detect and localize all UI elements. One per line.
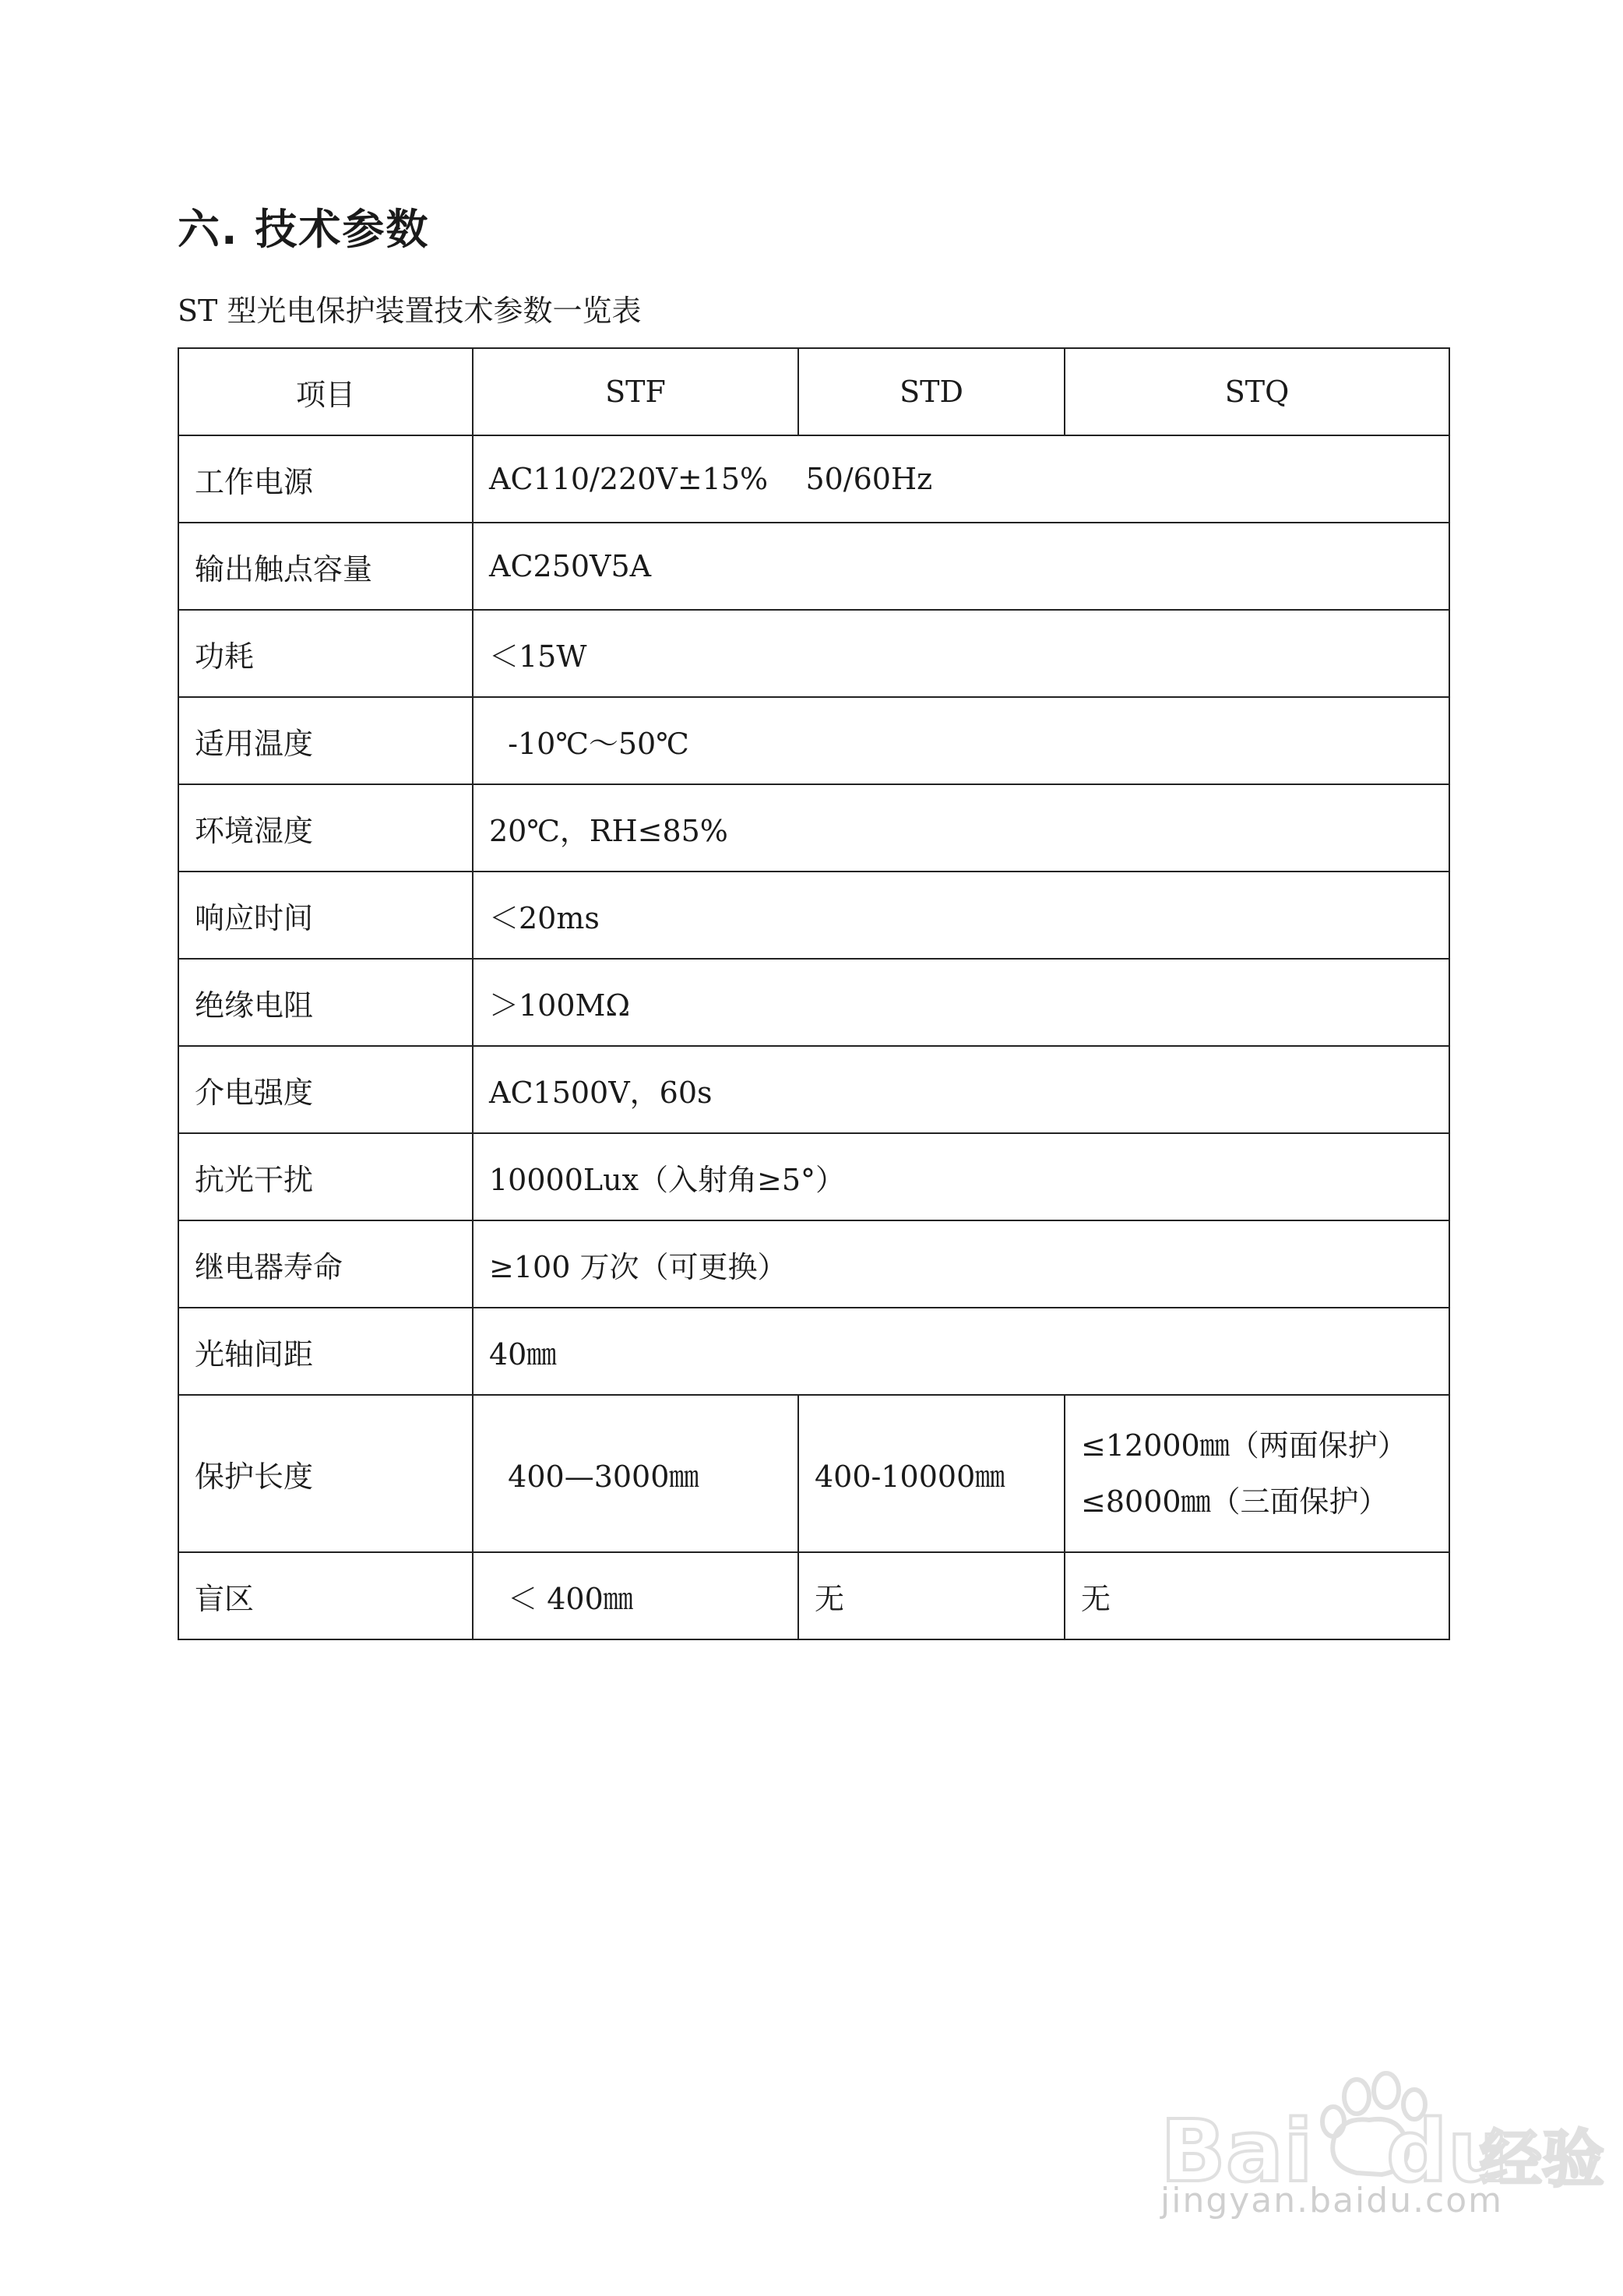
blind-zone-stq: 无 — [1065, 1552, 1449, 1639]
header-stf: STF — [473, 348, 798, 435]
svg-text:du: du — [1386, 2101, 1509, 2201]
protection-length-stq-three-sided: ≤8000㎜（三面保护） — [1081, 1484, 1389, 1519]
row-value: ＞100MΩ — [473, 959, 1449, 1046]
header-stq: STQ — [1065, 348, 1449, 435]
blind-zone-stf: ＜ 400㎜ — [473, 1552, 798, 1639]
blind-zone-std: 无 — [798, 1552, 1065, 1639]
row-value: 40㎜ — [473, 1308, 1449, 1395]
row-value: ＜15W — [473, 610, 1449, 697]
svg-text:Bai: Bai — [1160, 2101, 1313, 2201]
table-row — [178, 610, 1449, 697]
row-label: 功耗 — [178, 610, 473, 697]
header-item: 项目 — [178, 348, 473, 435]
row-label: 光轴间距 — [178, 1308, 473, 1395]
table-caption: ST 型光电保护装置技术参数一览表 — [178, 294, 642, 328]
row-label: 盲区 — [178, 1552, 473, 1639]
section-title: 六. 技术参数 — [178, 205, 430, 254]
row-label: 响应时间 — [178, 872, 473, 959]
table-row-protection-length — [178, 1395, 1449, 1552]
row-value: ＜20ms — [473, 872, 1449, 959]
table-header-row — [178, 348, 1449, 435]
table-row — [178, 1220, 1449, 1308]
row-value: -10℃～50℃ — [473, 697, 1449, 784]
table-row — [178, 959, 1449, 1046]
protection-length-stq — [1065, 1395, 1449, 1552]
row-label: 保护长度 — [178, 1395, 473, 1552]
table-row — [178, 1308, 1449, 1395]
watermark-url: jingyan.baidu.com — [1160, 2181, 1504, 2220]
protection-length-std: 400-10000㎜ — [798, 1395, 1065, 1552]
row-label: 输出触点容量 — [178, 523, 473, 610]
row-label: 工作电源 — [178, 435, 473, 523]
row-label: 适用温度 — [178, 697, 473, 784]
table-row — [178, 1133, 1449, 1220]
baidu-jingyan-watermark-logo — [1153, 2056, 1604, 2259]
row-label: 继电器寿命 — [178, 1220, 473, 1308]
svg-text:经验: 经验 — [1480, 2123, 1604, 2196]
table-row — [178, 697, 1449, 784]
protection-length-stf: 400—3000㎜ — [473, 1395, 798, 1552]
row-label: 介电强度 — [178, 1046, 473, 1133]
row-value: AC110/220V±15% 50/60Hz — [473, 435, 1449, 523]
row-label: 环境湿度 — [178, 784, 473, 872]
row-value: 10000Lux（入射角≥5°） — [473, 1133, 1449, 1220]
row-label: 绝缘电阻 — [178, 959, 473, 1046]
row-value: AC250V5A — [473, 523, 1449, 610]
header-std: STD — [798, 348, 1065, 435]
table-row — [178, 523, 1449, 610]
table-row — [178, 1046, 1449, 1133]
table-row — [178, 435, 1449, 523]
row-label: 抗光干扰 — [178, 1133, 473, 1220]
table-row-blind-zone — [178, 1552, 1449, 1639]
table-row — [178, 784, 1449, 872]
row-value: ≥100 万次（可更换） — [473, 1220, 1449, 1308]
table-row — [178, 872, 1449, 959]
spec-table — [178, 347, 1450, 1640]
row-value: AC1500V，60s — [473, 1046, 1449, 1133]
row-value: 20℃，RH≤85% — [473, 784, 1449, 872]
protection-length-stq-two-sided: ≤12000㎜（两面保护） — [1081, 1428, 1407, 1463]
